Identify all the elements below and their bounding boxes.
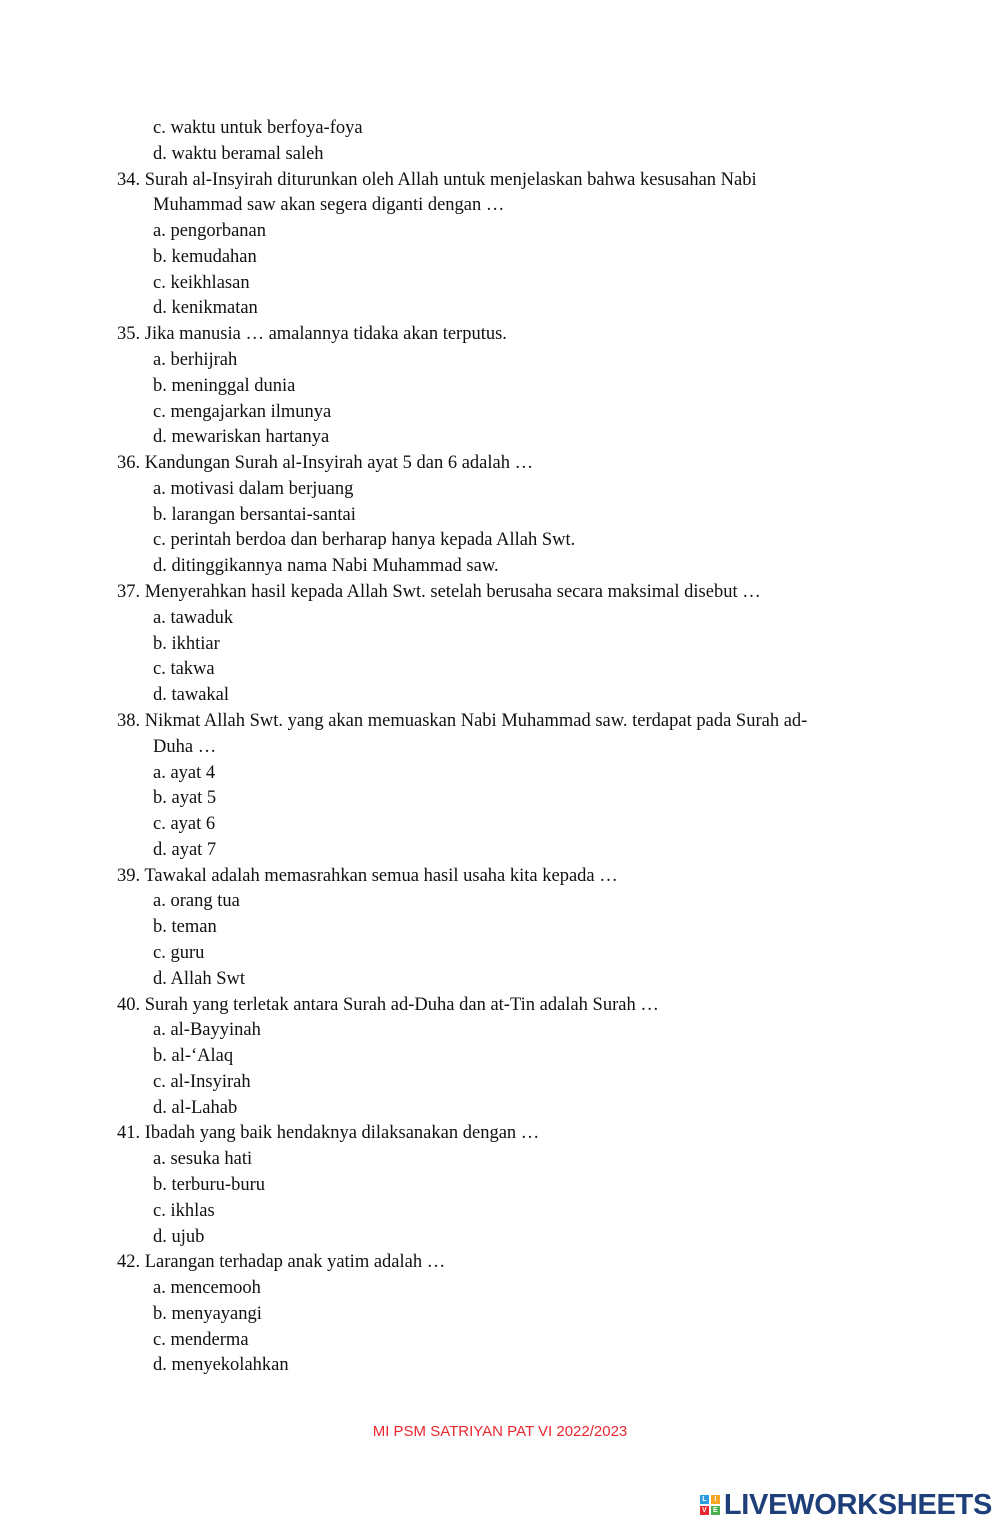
question-text-continuation: Duha … [153,736,217,757]
answer-option: c. takwa [153,659,215,680]
answer-option: d. tawakal [153,685,230,706]
answer-option: d. kenikmatan [153,298,258,319]
logo-square-v: V [700,1506,709,1515]
answer-option: d. ayat 7 [153,839,217,860]
logo-text: LIVEWORKSHEETS [723,1488,992,1521]
answer-option: b. terburu-buru [153,1174,265,1195]
question-text: 37. Menyerahkan hasil kepada Allah Swt. setelah berusaha secara maksimal disebut … [117,582,761,603]
answer-option: c. keikhlasan [153,272,250,293]
answer-option: a. berhijrah [153,350,238,371]
answer-option: a. motivasi dalam berjuang [153,478,354,499]
answer-option: a. orang tua [153,891,240,912]
answer-option: c. al-Insyirah [153,1071,251,1092]
answer-option: b. meninggal dunia [153,375,296,396]
answer-option: d. mewariskan hartanya [153,427,330,448]
question-text: 39. Tawakal adalah memasrahkan semua hasil usaha kita kepada … [117,865,618,886]
page-footer: MI PSM SATRIYAN PAT VI 2022/2023 [372,1423,628,1440]
answer-option: d. waktu beramal saleh [153,143,324,164]
question-text: 38. Nikmat Allah Swt. yang akan memuaskan Nabi Muhammad saw. terdapat pada Surah ad- [117,710,808,731]
answer-option: d. menyekolahkan [153,1355,289,1376]
answer-option: a. ayat 4 [153,762,216,783]
answer-option: b. al-‘Alaq [153,1046,234,1067]
question-text: 36. Kandungan Surah al-Insyirah ayat 5 dan 6 adalah … [117,453,534,474]
answer-option: d. al-Lahab [153,1097,238,1118]
answer-option: b. kemudahan [153,246,257,267]
question-text-continuation: Muhammad saw akan segera diganti dengan … [153,195,505,216]
answer-option: a. tawaduk [153,607,234,628]
question-text: 35. Jika manusia … amalannya tidaka akan terputus. [117,324,507,345]
answer-option: c. menderma [153,1329,249,1350]
answer-option: c. mengajarkan ilmunya [153,401,332,422]
answer-option: a. mencemooh [153,1278,261,1299]
answer-option: b. ikhtiar [153,633,220,654]
answer-option: a. sesuka hati [153,1149,253,1170]
liveworksheets-logo[interactable] [700,1490,992,1520]
answer-option: b. ayat 5 [153,788,217,809]
answer-option: a. al-Bayyinah [153,1020,261,1041]
logo-square-l: L [700,1495,709,1504]
answer-option: c. ikhlas [153,1200,215,1221]
logo-square-e: E [711,1506,720,1515]
answer-option: b. menyayangi [153,1303,262,1324]
answer-option: c. ayat 6 [153,814,216,835]
logo-grid-icon [700,1495,720,1515]
answer-option: d. ujub [153,1226,205,1247]
question-text: 42. Larangan terhadap anak yatim adalah … [117,1252,446,1273]
question-text: 40. Surah yang terletak antara Surah ad-Duha dan at-Tin adalah Surah … [117,994,659,1015]
answer-option: b. larangan bersantai-santai [153,504,356,525]
answer-option: d. ditinggikannya nama Nabi Muhammad saw. [153,556,499,577]
answer-option: b. teman [153,917,217,938]
question-text: 34. Surah al-Insyirah diturunkan oleh Allah untuk menjelaskan bahwa kesusahan Nabi [117,169,757,190]
answer-option: c. waktu untuk berfoya-foya [153,118,363,138]
answer-option: c. guru [153,942,205,963]
logo-square-i: I [711,1495,720,1504]
answer-option: a. pengorbanan [153,221,267,242]
answer-option: c. perintah berdoa dan berharap hanya kepada Allah Swt. [153,530,576,551]
answer-option: d. Allah Swt [153,968,245,989]
question-text: 41. Ibadah yang baik hendaknya dilaksanakan dengan … [117,1123,540,1144]
